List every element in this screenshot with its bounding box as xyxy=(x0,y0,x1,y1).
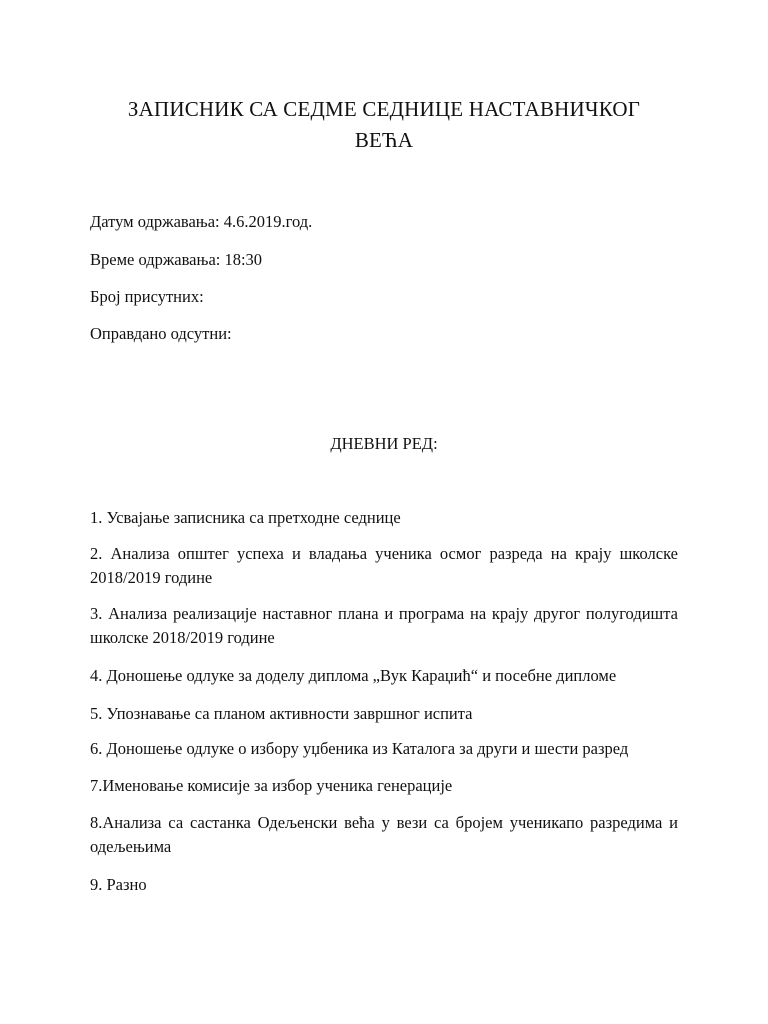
agenda-item-9: 9. Разно xyxy=(90,875,147,894)
agenda-item-6: 6. Доношење одлуке о избору уџбеника из Каталога за други и шести разред xyxy=(90,739,629,758)
attendees-count: Број присутних: xyxy=(90,287,204,306)
agenda-item-2: 2. Анализа општег успеха и владања ученика осмог разреда на крају школске 2018/2019 године xyxy=(90,544,678,587)
agenda-item-5: 5. Упознавање са планом активности завршног испита xyxy=(90,704,473,723)
meeting-date: Датум одржавања: 4.6.2019.год. xyxy=(90,212,313,231)
agenda-item-3: 3. Анализа реализације наставног плана и програма на крају другог полугодишта школске 2018/2019 године xyxy=(90,604,678,647)
title-line-2: ВЕЋА xyxy=(354,128,414,152)
agenda-heading: ДНЕВНИ РЕД: xyxy=(330,434,438,453)
agenda-item-1: 1. Усвајање записника са претходне седнице xyxy=(90,508,401,527)
agenda-item-4: 4. Доношење одлуке за доделу диплома „Вук Караџић“ и посебне дипломе xyxy=(90,666,617,685)
agenda-item-8: 8.Анализа са састанка Одељенски већа у вези са бројем ученикапо разредима и одељењима xyxy=(90,813,678,856)
agenda-item-7: 7.Именовање комисије за избор ученика генерације xyxy=(90,776,453,795)
title-line-1: ЗАПИСНИК СА СЕДМЕ СЕДНИЦЕ НАСТАВНИЧКОГ xyxy=(127,97,641,121)
document-title xyxy=(80,94,688,156)
meeting-time: Време одржавања: 18:30 xyxy=(90,250,263,269)
excused-absentees: Оправдано одсутни: xyxy=(90,324,232,343)
